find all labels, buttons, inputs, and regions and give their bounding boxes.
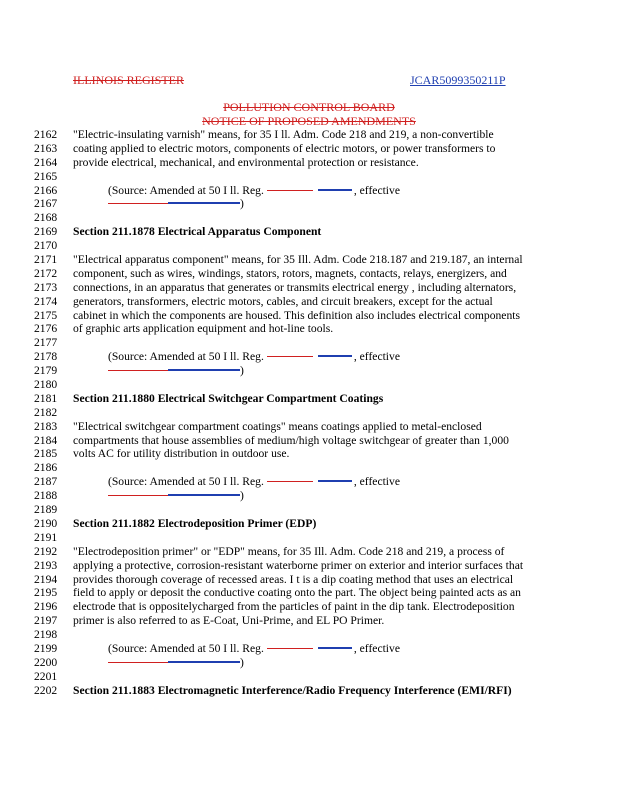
numbered-line bbox=[0, 392, 618, 406]
section-heading: Section 211.1878 Electrical Apparatus Component bbox=[73, 225, 322, 239]
line-number: 2162 bbox=[34, 128, 58, 141]
line-number: 2198 bbox=[34, 628, 58, 642]
closing-paren: ) bbox=[240, 197, 244, 211]
line-text bbox=[108, 184, 400, 198]
line-text: provide electrical, mechanical, and environmental protection or resistance. bbox=[73, 155, 419, 169]
line-number: 2163 bbox=[34, 141, 58, 155]
line-text bbox=[108, 197, 244, 211]
numbered-line bbox=[0, 211, 618, 225]
numbered-line bbox=[0, 475, 618, 489]
deleted-blank bbox=[108, 495, 168, 496]
line-number: 2173 bbox=[34, 280, 58, 294]
numbered-line bbox=[0, 461, 618, 475]
line-text bbox=[108, 656, 244, 670]
effective-label: , effective bbox=[353, 641, 400, 655]
line-number: 2197 bbox=[34, 614, 58, 628]
line-number: 2166 bbox=[34, 183, 58, 197]
line-number: 2183 bbox=[34, 419, 58, 433]
inserted-blank bbox=[318, 355, 352, 357]
numbered-line bbox=[0, 156, 618, 170]
line-number: 2192 bbox=[34, 544, 58, 558]
line-text: electrode that is oppositelycharged from the particles of paint in the dip tank. Electrodeposition bbox=[73, 600, 515, 614]
line-number: 2187 bbox=[34, 475, 58, 489]
source-note: (Source: Amended at 50 I ll. Reg. bbox=[108, 183, 264, 197]
numbered-line bbox=[0, 378, 618, 392]
line-number: 2194 bbox=[34, 572, 58, 586]
numbered-line bbox=[0, 684, 618, 698]
numbered-line bbox=[0, 531, 618, 545]
numbered-line bbox=[0, 517, 618, 531]
document-body bbox=[0, 128, 618, 698]
register-title: ILLINOIS REGISTER bbox=[73, 73, 184, 87]
numbered-line bbox=[0, 489, 618, 503]
line-number: 2184 bbox=[34, 433, 58, 447]
numbered-line bbox=[0, 253, 618, 267]
line-number: 2177 bbox=[34, 336, 58, 350]
deleted-blank bbox=[108, 203, 168, 204]
inserted-blank bbox=[168, 661, 240, 663]
inserted-blank bbox=[318, 480, 352, 482]
line-number: 2191 bbox=[34, 530, 58, 544]
effective-label: , effective bbox=[353, 183, 400, 197]
numbered-line bbox=[0, 545, 618, 559]
numbered-line bbox=[0, 336, 618, 350]
section-heading: Section 211.1880 Electrical Switchgear Compartment Coatings bbox=[73, 391, 384, 405]
line-number: 2181 bbox=[34, 391, 58, 405]
line-text: volts AC for utility distribution in outdoor use. bbox=[73, 447, 290, 461]
line-number: 2170 bbox=[34, 239, 58, 253]
line-text: component, such as wires, windings, stators, rotors, magnets, contacts, relays, energizers, and bbox=[73, 266, 507, 280]
numbered-line bbox=[0, 447, 618, 461]
line-number: 2200 bbox=[34, 655, 58, 669]
numbered-line bbox=[0, 559, 618, 573]
source-note: (Source: Amended at 50 I ll. Reg. bbox=[108, 475, 264, 489]
line-number: 2171 bbox=[34, 253, 58, 267]
numbered-line bbox=[0, 656, 618, 670]
line-number: 2202 bbox=[34, 683, 58, 697]
line-text bbox=[108, 489, 244, 503]
notice-title: NOTICE OF PROPOSED AMENDMENTS bbox=[202, 114, 416, 128]
inserted-blank bbox=[318, 647, 352, 649]
numbered-line bbox=[0, 642, 618, 656]
line-number: 2185 bbox=[34, 447, 58, 461]
board-name: POLLUTION CONTROL BOARD bbox=[223, 100, 395, 114]
numbered-line bbox=[0, 586, 618, 600]
line-text bbox=[108, 350, 400, 364]
deleted-blank bbox=[267, 190, 313, 191]
line-text: primer is also referred to as E-Coat, Uni-Prime, and EL PO Primer. bbox=[73, 614, 385, 628]
line-text bbox=[108, 364, 244, 378]
deleted-blank bbox=[267, 648, 313, 649]
line-text bbox=[108, 475, 400, 489]
deleted-blank bbox=[108, 662, 168, 663]
inserted-blank bbox=[168, 369, 240, 371]
deleted-blank bbox=[108, 370, 168, 371]
numbered-line bbox=[0, 503, 618, 517]
numbered-line bbox=[0, 184, 618, 198]
line-number: 2172 bbox=[34, 266, 58, 280]
line-number: 2179 bbox=[34, 364, 58, 378]
inserted-blank bbox=[168, 202, 240, 204]
line-text: provides thorough coverage of recessed areas. I t is a dip coating method that uses an electrical bbox=[73, 572, 514, 586]
numbered-line bbox=[0, 309, 618, 323]
numbered-line bbox=[0, 670, 618, 684]
line-number: 2199 bbox=[34, 641, 58, 655]
line-number: 2167 bbox=[34, 197, 58, 211]
line-text: field to apply or deposit the conductive coating onto the part. The object being painted acts as an bbox=[73, 586, 521, 600]
closing-paren: ) bbox=[240, 655, 244, 669]
inserted-blank bbox=[318, 189, 352, 191]
line-number: 2193 bbox=[34, 558, 58, 572]
numbered-line bbox=[0, 239, 618, 253]
numbered-line bbox=[0, 628, 618, 642]
line-number: 2182 bbox=[34, 405, 58, 419]
inserted-blank bbox=[168, 494, 240, 496]
line-number: 2189 bbox=[34, 503, 58, 517]
line-number: 2178 bbox=[34, 350, 58, 364]
numbered-line bbox=[0, 420, 618, 434]
effective-label: , effective bbox=[353, 350, 400, 364]
numbered-line bbox=[0, 322, 618, 336]
line-number: 2174 bbox=[34, 294, 58, 308]
deleted-blank bbox=[267, 481, 313, 482]
line-number: 2196 bbox=[34, 600, 58, 614]
line-text: cabinet in which the components are housed. This definition also includes electrical components bbox=[73, 308, 520, 322]
line-text: "Electrical switchgear compartment coatings" means coatings applied to metal-enclosed bbox=[73, 419, 482, 433]
closing-paren: ) bbox=[240, 489, 244, 503]
numbered-line bbox=[0, 225, 618, 239]
line-text: "Electric-insulating varnish" means, for 35 I ll. Adm. Code 218 and 219, a non-convertible bbox=[73, 128, 494, 141]
numbered-line bbox=[0, 281, 618, 295]
line-number: 2201 bbox=[34, 669, 58, 683]
line-text: "Electrical apparatus component" means, for 35 Ill. Adm. Code 218.187 and 219.187, an internal bbox=[73, 253, 523, 267]
line-text bbox=[108, 642, 400, 656]
numbered-line bbox=[0, 614, 618, 628]
section-heading: Section 211.1883 Electromagnetic Interference/Radio Frequency Interference (EMI/RFI) bbox=[73, 683, 512, 697]
line-text: coating applied to electric motors, components of electric motors, or power transformers to bbox=[73, 141, 496, 155]
line-number: 2169 bbox=[34, 225, 58, 239]
numbered-line bbox=[0, 350, 618, 364]
line-text: connections, in an apparatus that generates or transmits electrical energy , including alternators, bbox=[73, 280, 517, 294]
numbered-line bbox=[0, 364, 618, 378]
line-number: 2188 bbox=[34, 489, 58, 503]
numbered-line bbox=[0, 600, 618, 614]
numbered-line bbox=[0, 267, 618, 281]
closing-paren: ) bbox=[240, 364, 244, 378]
line-number: 2176 bbox=[34, 322, 58, 336]
line-text: applying a protective, corrosion-resistant waterborne primer on exterior and interior surfaces that bbox=[73, 558, 524, 572]
numbered-line bbox=[0, 295, 618, 309]
line-number: 2175 bbox=[34, 308, 58, 322]
numbered-line bbox=[0, 142, 618, 156]
numbered-line bbox=[0, 197, 618, 211]
source-note: (Source: Amended at 50 I ll. Reg. bbox=[108, 350, 264, 364]
numbered-line bbox=[0, 170, 618, 184]
numbered-line bbox=[0, 406, 618, 420]
line-number: 2180 bbox=[34, 378, 58, 392]
section-heading: Section 211.1882 Electrodeposition Primer (EDP) bbox=[73, 516, 317, 530]
source-note: (Source: Amended at 50 I ll. Reg. bbox=[108, 641, 264, 655]
effective-label: , effective bbox=[353, 475, 400, 489]
numbered-line bbox=[0, 128, 618, 142]
line-text: "Electrodeposition primer" or "EDP" means, for 35 Ill. Adm. Code 218 and 219, a process of bbox=[73, 544, 505, 558]
line-number: 2168 bbox=[34, 211, 58, 225]
line-number: 2186 bbox=[34, 461, 58, 475]
line-text: of graphic arts application equipment and hot-line tools. bbox=[73, 322, 334, 336]
line-text: generators, transformers, electric motors, cables, and circuit breakers, except for the actual bbox=[73, 294, 493, 308]
numbered-line bbox=[0, 434, 618, 448]
jcar-code: JCAR5099350211P bbox=[410, 73, 506, 87]
line-number: 2164 bbox=[34, 155, 58, 169]
deleted-blank bbox=[267, 356, 313, 357]
line-number: 2195 bbox=[34, 586, 58, 600]
line-text: compartments that house assemblies of medium/high voltage switchgear of greater than 1,000 bbox=[73, 433, 509, 447]
numbered-line bbox=[0, 573, 618, 587]
line-number: 2190 bbox=[34, 516, 58, 530]
line-number: 2165 bbox=[34, 169, 58, 183]
